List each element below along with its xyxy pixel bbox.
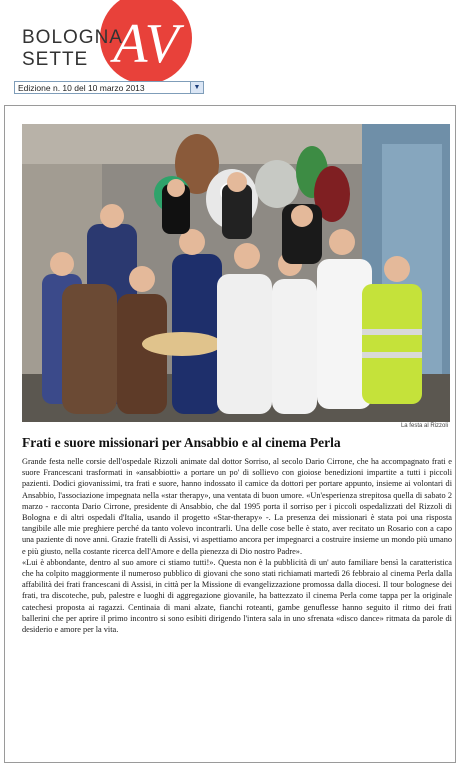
masthead — [0, 0, 460, 80]
article-body — [22, 456, 452, 635]
edition-select-value: Edizione n. 10 del 10 marzo 2013 — [18, 83, 145, 93]
photo-caption: La festa al Rizzoli — [400, 423, 448, 429]
edition-select[interactable] — [14, 81, 204, 94]
group-photo — [22, 124, 450, 422]
article-headline: Frati e suore missionari per Ansabbio e al cinema Perla — [22, 435, 341, 450]
logo-letters: AV — [113, 13, 179, 75]
article-photo — [22, 124, 450, 422]
chevron-down-icon[interactable]: ▼ — [190, 82, 203, 93]
article-paragraph-2: «Lui è abbondante, dentro al suo amore ci stiamo tutti!». Questa non è la pubblicità di un' auto familiare bensì la caratteristica che ha colpito maggiormente il numeroso pubblico di giovani che sono stati richiamati martedì 26 febbraio al cinema Perla dalla affabilità dei frati francescani di Assisi, in città per la Missione di evangelizzazione promossa dalla diocesi. Il tour bolognese dei frati, tra discoteche, pub, palestre e luoghi di aggregazione giovanile, ha battezzato il cinema Perla come tappa per la originale catechesi proposta ai ragazzi. Centinaia di mani alzate, fianchi roteanti, gambe genuflesse hanno seguito il ritmo dei frati ballerini che per aprire il primo incontro si sono esibiti dirigendo l'intera sala in uno sfrenata «disco dance» ritmata da parole di desiderio e amore per la vita. — [22, 557, 452, 635]
article-paragraph-1: Grande festa nelle corsie dell'ospedale Rizzoli animate dal dottor Sorriso, al secolo Dario Cirrone, che ha accompagnato frati e suore Francescani trasformati in «ansabbiotti» a portare un po' di sollievo con gioiose benedizioni impartite a tutti i piccoli pazienti. Dodici giovanissimi, tra frati e suore, hanno indossato il camice da dottori per portare appunto, insieme ai volontari di Ansabbio, l'associazione impegnata nella «star therapy», una ventata di buon umore. «Un'esperienza strepitosa quella di sabato 2 marzo - racconta Dario Cirrone, presidente di Ansabbio, che dal 1995 porta il sorriso per i piccoli ospedalizzati del Rizzoli di Bologna e di altri ospedali d'Italia, usando il progetto «Star-therapy» -. La presenza dei missionari è stata poi una risposta tangibile alle mie preghiere perché da tanto volevo incontrarli. Una delle cose belle è stato, aver recitato un Rosario con a capo una paziente di nove anni. Grazie fratelli di Assisi, vi aspettiamo ancora per impegnarci a costruire insieme un mondo più umano e più giusto, nella costante ricerca dell'Amore e della pienezza di Dio nostro Padre». — [22, 457, 452, 556]
masthead-line-1: BOLOGNA — [22, 27, 123, 48]
masthead-line-2: SETTE — [22, 49, 89, 70]
